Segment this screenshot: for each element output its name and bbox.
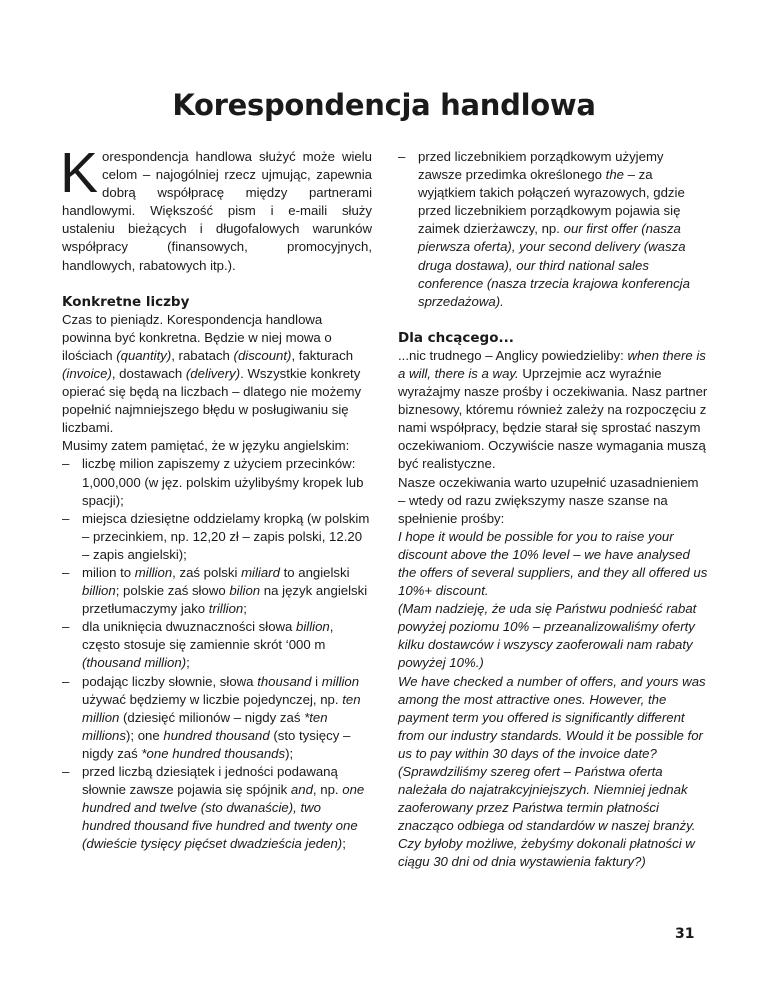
text-run: billion — [296, 619, 330, 635]
text-run: milion to — [82, 564, 135, 580]
right-column — [398, 148, 708, 872]
text-run: , często stosuje się zamiennie skrót ‘000 m — [82, 619, 334, 653]
text-run: , zaś polski — [172, 564, 242, 580]
text-run: million — [321, 673, 360, 689]
text-run: to angielski — [279, 564, 350, 580]
intro-paragraph — [60, 141, 372, 275]
text-run: ); — [285, 745, 294, 761]
text-run: , fakturach — [291, 347, 354, 363]
text-run: (delivery) — [185, 365, 241, 381]
text-run: bilion — [229, 583, 261, 599]
expectations-paragraph: Nasze oczekiwania warto uzupełnić uzasadnieniem – wtedy od razu zwiększymy nasze szanse na spełnienie prośby: — [398, 474, 699, 526]
text-run: (dziesięć milionów – nigdy zaś — [119, 709, 305, 725]
text-run: billion — [82, 583, 116, 599]
text-run: thousand — [257, 673, 312, 689]
text-run: , np. — [312, 782, 343, 798]
text-run: i — [311, 673, 322, 689]
text-run: (discount) — [233, 347, 292, 363]
rules-list-continued — [398, 148, 708, 311]
list-item: – miejsca dziesiętne oddzielamy kropką (w polskim – przecinkiem, np. 12,20 zł – zapis polski, 12.20 – zapis angielski); — [62, 510, 372, 564]
text-run: używać będziemy w liczbie pojedynczej, np. — [82, 691, 343, 707]
text-run: ); one — [125, 727, 164, 743]
text-run: na język angielski przetłumaczymy jako — [82, 583, 368, 617]
text-run: ...nic trudnego – Anglicy powiedzieliby: — [398, 347, 628, 363]
text-run: – za wyjątkiem takich połączeń wyrazowych, gdzie przed liczebnikiem porządkowym pojawia się zaimek dzierżawczy, np. — [418, 167, 685, 237]
text-run: (invoice) — [62, 365, 112, 381]
text-run: (sto tysięcy – nigdy zaś — [82, 727, 351, 761]
text-run: hundred thousand — [163, 727, 270, 743]
text-run: (quantity) — [116, 347, 172, 363]
text-run: *one hundred thousands — [141, 745, 286, 761]
example-english-2: We have checked a number of offers, and yours was among the most attractive ones. However, the payment term you offered is significantly different from our industry standards. Would it be possible for us to pay within 30 days of the invoice date? — [398, 673, 706, 761]
text-run: miliard — [241, 564, 280, 580]
list-item — [62, 618, 372, 672]
page-title: Korespondencja handlowa — [172, 88, 596, 122]
text-run: million — [134, 564, 173, 580]
text-run: our first offer (nasza pierwsza oferta), your second delivery (wasza druga dostawa), our third national sales conference (nasza trzecia krajowa konferencja sprzedażowa). — [418, 221, 690, 309]
text-run: *ten millions — [82, 709, 328, 743]
list-item — [62, 564, 372, 618]
text-run: the — [605, 167, 624, 183]
text-run: Czas to pieniądz. Korespondencja handlowa powinna być konkretna. Będzie w niej mowa o ilościach — [62, 311, 332, 363]
text-run: przed liczebnikiem porządkowym użyjemy zawsze przedimka określonego — [418, 149, 664, 183]
section-heading-wants: Dla chcącego... — [398, 329, 514, 346]
text-run: podając liczby słownie, słowa — [82, 673, 258, 689]
text-run: Uprzejmie acz wyraźnie wyrażajmy nasze prośby i oczekiwania. Nasz partner biznesowy, któremu również zależy na rozpoczęciu z nami współpracy, będzie starał się sprostać naszym oczekiwaniom. Oczywiście nasze wymagania muszą być realistyczne. — [398, 365, 708, 472]
left-column — [60, 141, 372, 853]
text-run: ; — [243, 601, 247, 617]
text-run: and — [290, 782, 313, 798]
text-run: one hundred and twelve (sto dwanaście), two hundred thousand five hundred and twenty one (dwieście tysięcy pięćset dwadzieścia jeden) — [82, 782, 365, 852]
list-item — [62, 763, 372, 853]
text-run: ten million — [82, 691, 361, 725]
intro-text: orespondencja handlowa służyć może wielu celom – najogólniej rzecz ujmując, zapewnia dobrą współpracę między partnerami handlowymi. Większość pism i e-maili służy ustaleniu bieżących i długofalowych warunków współpracy (finansowych, promocyjnych, handlowych, rabatowych itp.). — [62, 149, 372, 273]
text-run: (thousand million) — [82, 655, 187, 671]
text-run: , dostawach — [111, 365, 186, 381]
text-run: trillion — [208, 601, 244, 617]
page-number: 31 — [675, 926, 695, 942]
text-run: ; — [186, 655, 190, 671]
numbers-paragraph — [62, 311, 372, 438]
text-run: dla uniknięcia dwuznaczności słowa — [82, 619, 297, 635]
example-polish-1: (Mam nadzieję, że uda się Państwu podnieść rabat powyżej poziomu 10% – przeanalizowaliśmy oferty kilku dostawców i wszyscy zaoferowali nam rabaty powyżej 10%.) — [398, 601, 697, 671]
rules-list — [62, 455, 372, 853]
text-run: ; polskie zaś słowo — [115, 583, 230, 599]
section-heading-numbers: Konkretne liczby — [62, 293, 190, 310]
text-run: ; — [342, 836, 346, 852]
numbers-intro-paragraph: Musimy zatem pamiętać, że w języku angielskim: — [62, 438, 350, 454]
drop-cap: K — [60, 141, 99, 205]
wants-paragraph — [398, 347, 708, 474]
text-run: when there is a will, there is a way. — [398, 347, 706, 381]
example-polish-2: (Sprawdziliśmy szereg ofert – Państwa oferta należała do najatrakcyjniejszych. Niemniej jednak zaoferowany przez Państwa termin płatności znacząco odbiega od standardów w naszej branży. Czy byłoby możliwe, żebyśmy dokonali płatności w ciągu 30 dni od dnia wystawienia faktury?) — [398, 764, 696, 870]
text-run: przed liczbą dziesiątek i jedności podawaną słownie zawsze pojawia się spójnik — [82, 764, 338, 798]
text-run: , rabatach — [171, 347, 234, 363]
list-item — [62, 673, 372, 763]
list-item: – liczbę milion zapiszemy z użyciem przecinków: 1,000,000 (w jęz. polskim użylibyśmy kropek lub spacji); — [62, 455, 372, 509]
list-item — [398, 148, 708, 311]
text-run: . Wszystkie konkrety opierać się będą na liczbach – dlatego nie możemy popełnić najmniejszego błędu w posługiwaniu się liczbami. — [62, 365, 362, 436]
example-english-1: I hope it would be possible for you to raise your discount above the 10% level – we have analysed the offers of several suppliers, and they all offered us 10%+ discount. — [398, 528, 708, 599]
